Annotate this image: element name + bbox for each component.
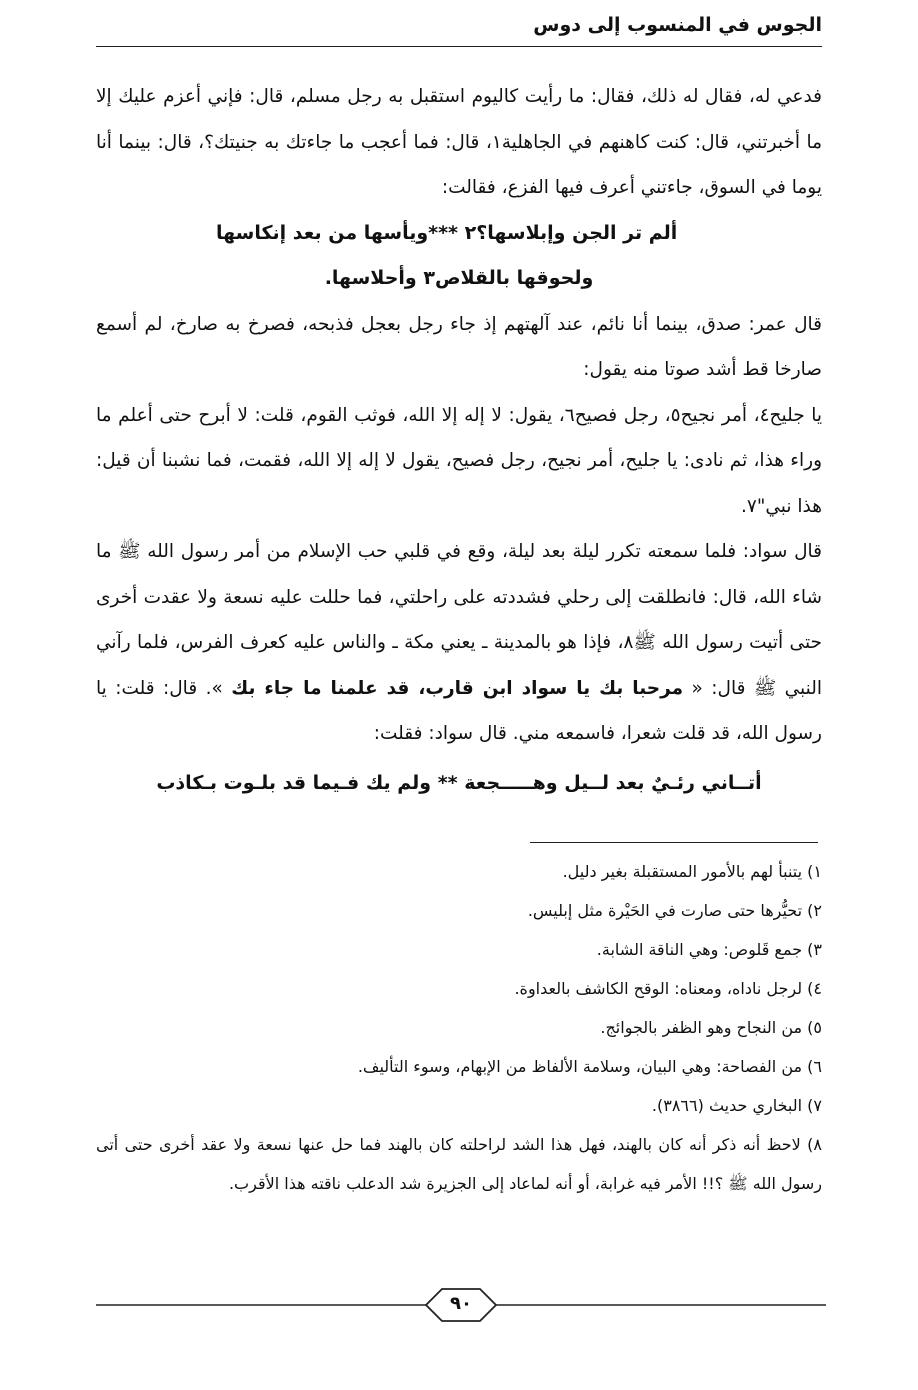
paragraph-text: ». قال: قلت: يا رسول الله، قد قلت شعرا، فاسمعه مني. قال سواد: فقلت: [96, 677, 822, 744]
main-text [96, 74, 822, 806]
footnote: ٨) لاحظ أنه ذكر أنه كان بالهند، فهل هذا الشد لراحلته كان بالهند فما حل عنها نسعة ولا عقد أخرى حتى أتى رسول الله ﷺ ؟!! الأمر فيه غرابة، أو أنه لماعاد إلى الجزيرة شد الدعلب ناقته هذا الأقرب. [96, 1135, 822, 1193]
paragraph-text: قال سواد: فلما سمعته تكرر ليلة بعد ليلة، وقع في قلبي حب الإسلام من أمر رسول الله ﷺ ما شاء الله، قال: فانطلقت إلى رحلي فشددته على راحلتي، فما حللت عليه نسعة ولا عقدت أخرى حتى أتيت رسول الله ﷺ٨، فإذا هو بالمدينة ـ يعني مكة ـ والناس عليه كعرف الفرس، فلما رآني النبي ﷺ قال: « [96, 541, 822, 699]
footnote-separator [530, 842, 818, 843]
footnote: ٣) جمع قَلوص: وهي الناقة الشابة. [596, 940, 822, 959]
footnote: ٥) من النجاح وهو الظفر بالجوائج. [600, 1018, 822, 1037]
page-number: ٩٠ [450, 1293, 472, 1314]
verse-line: ألم تر الجن وإبلاسها؟٢ ***ويأسها من بعد إنكاسها [216, 221, 678, 244]
verse-line: ولحوقها بالقلاص٣ وأحلاسها. [324, 267, 594, 289]
footnote: ٦) من الفصاحة: وهي البيان، وسلامة الألفاظ من الإبهام، وسوء التأليف. [357, 1057, 822, 1076]
paragraph [96, 529, 822, 757]
footnote: ٤) لرجل ناداه، ومعناه: الوقح الكاشف بالعداوة. [514, 979, 822, 998]
footnotes [96, 852, 822, 1203]
paragraph: فدعي له، فقال له ذلك، فقال: ما رأيت كاليوم استقبل به رجل مسلم، قال: فإني أعزم عليك إلا ما أخبرتني، قال: كنت كاهنهم في الجاهلية١، قال: فما أعجب ما جاءتك به جنيتك؟، قال: بينما أنا يوما في السوق، جاءتني أعرف فيها الفزع، فقالت: [96, 86, 822, 198]
paragraph: يا جليح٤، أمر نجيح٥، رجل فصيح٦، يقول: لا إله إلا الله، فوثب القوم، قلت: لا أبرح حتى أعلم ما وراء هذا، ثم نادى: يا جليح، أمر نجيح، رجل فصيح، يقول لا إله إلا الله، فقمت، فما نشبنا أن قيل: هذا نبي"٧. [96, 404, 822, 517]
footnote: ٧) البخاري حديث (٣٨٦٦). [651, 1096, 822, 1115]
footnote: ٢) تحيُّرها حتى صارت في الحَيْرة مثل إبليس. [527, 901, 822, 920]
paragraph: قال عمر: صدق، بينما أنا نائم، عند آلهتهم إذ جاء رجل بعجل فذبحه، فصرخ به صارخ، لم أسمع صارخا قط أشد صوتا منه يقول: [96, 313, 822, 380]
header-rule [96, 46, 822, 47]
verse-line: أتــاني رئـيٌ بعد لــيل وهـــــجعة ** ولم يك فـيما قد بلـوت بـكاذب [156, 771, 762, 794]
page-number-ornament [96, 1280, 826, 1330]
footnote: ١) يتنبأ لهم بالأمور المستقبلة بغير دليل. [562, 862, 822, 881]
running-header: الجوس في المنسوب إلى دوس [533, 14, 822, 36]
quoted-hadith: مرحبا بك يا سواد ابن قارب، قد علمنا ما جاء بك [231, 677, 684, 699]
